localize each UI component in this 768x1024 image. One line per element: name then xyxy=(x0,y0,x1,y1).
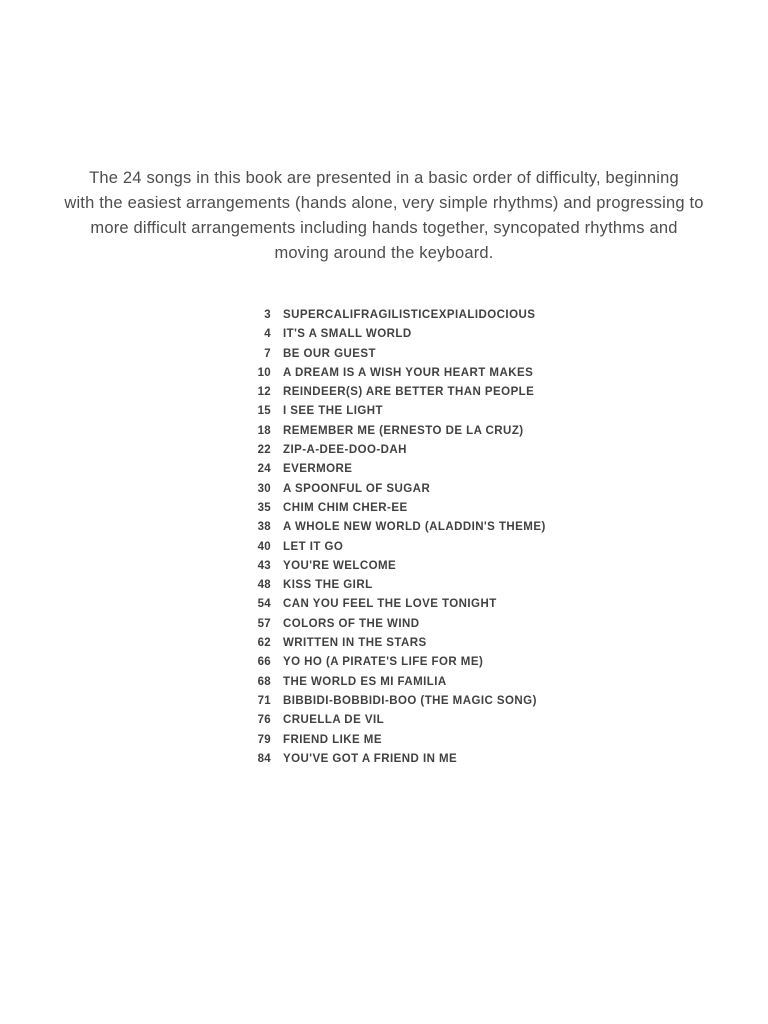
toc-page-number: 57 xyxy=(257,617,271,630)
toc-row xyxy=(250,364,546,383)
toc-song-title: REMEMBER ME (ERNESTO DE LA CRUZ) xyxy=(283,424,524,437)
toc-song-title: THE WORLD ES MI FAMILIA xyxy=(283,675,447,688)
toc-row xyxy=(250,576,546,595)
toc-row xyxy=(250,673,546,692)
toc-row xyxy=(250,480,546,499)
intro-line: with the easiest arrangements (hands alone, very simple rhythms) and progressing to xyxy=(64,194,704,212)
toc-song-title: BIBBIDI-BOBBIDI-BOO (THE MAGIC SONG) xyxy=(283,694,537,707)
toc-row xyxy=(250,306,546,325)
intro-line: more difficult arrangements including hands together, syncopated rhythms and xyxy=(90,219,678,237)
toc-page-number: 66 xyxy=(257,656,271,669)
toc-row xyxy=(250,750,546,769)
toc-song-title: A DREAM IS A WISH YOUR HEART MAKES xyxy=(283,366,534,379)
toc-row xyxy=(250,711,546,730)
toc-song-title: LET IT GO xyxy=(283,540,344,553)
toc-page-number: 4 xyxy=(264,328,271,341)
toc-song-title: SUPERCALIFRAGILISTICEXPIALIDOCIOUS xyxy=(283,309,536,321)
toc-song-title: WRITTEN IN THE STARS xyxy=(283,637,427,650)
toc-row xyxy=(250,538,546,557)
toc-page-number: 3 xyxy=(264,309,271,321)
toc-page-number: 43 xyxy=(257,559,271,572)
table-of-contents xyxy=(250,306,546,769)
toc-page-number: 18 xyxy=(257,424,271,437)
intro-paragraph xyxy=(0,166,768,266)
toc-page-number: 7 xyxy=(264,347,271,360)
toc-row xyxy=(250,518,546,537)
toc-row xyxy=(250,499,546,518)
toc-song-title: BE OUR GUEST xyxy=(283,347,376,360)
toc-song-title: A SPOONFUL OF SUGAR xyxy=(283,482,431,495)
toc-song-title: YOU'RE WELCOME xyxy=(283,559,397,572)
intro-line: moving around the keyboard. xyxy=(274,244,494,262)
toc-song-title: YOU'VE GOT A FRIEND IN ME xyxy=(283,752,458,765)
toc-page-number: 30 xyxy=(257,482,271,495)
toc-song-title: EVERMORE xyxy=(283,463,353,476)
toc-song-title: FRIEND LIKE ME xyxy=(283,733,382,746)
toc-row xyxy=(250,653,546,672)
toc-page-number: 22 xyxy=(257,444,271,457)
toc-row xyxy=(250,345,546,364)
toc-row xyxy=(250,383,546,402)
toc-song-title: CAN YOU FEEL THE LOVE TONIGHT xyxy=(283,598,497,611)
toc-page-number: 12 xyxy=(257,386,271,399)
toc-row xyxy=(250,402,546,421)
toc-row xyxy=(250,692,546,711)
toc-page-number: 35 xyxy=(257,501,271,514)
toc-page-number: 15 xyxy=(257,405,271,418)
toc-row xyxy=(250,441,546,460)
toc-page-number: 24 xyxy=(257,463,271,476)
toc-song-title: I SEE THE LIGHT xyxy=(283,405,384,418)
toc-page-number: 76 xyxy=(257,714,271,727)
toc-song-title: COLORS OF THE WIND xyxy=(283,617,420,630)
toc-song-title: IT'S A SMALL WORLD xyxy=(283,328,412,341)
toc-song-title: CRUELLA DE VIL xyxy=(283,714,385,727)
toc-row xyxy=(250,731,546,750)
toc-song-title: KISS THE GIRL xyxy=(283,579,373,592)
toc-row xyxy=(250,557,546,576)
toc-song-title: CHIM CHIM CHER-EE xyxy=(283,501,408,514)
toc-song-title: REINDEER(S) ARE BETTER THAN PEOPLE xyxy=(283,386,535,399)
toc-page-number: 38 xyxy=(257,521,271,534)
toc-song-title: YO HO (A PIRATE'S LIFE FOR ME) xyxy=(283,656,484,669)
toc-page-number: 10 xyxy=(257,366,271,379)
toc-row xyxy=(250,325,546,344)
toc-page-number: 71 xyxy=(257,694,271,707)
toc-row xyxy=(250,615,546,634)
toc-page-number: 68 xyxy=(257,675,271,688)
toc-row xyxy=(250,422,546,441)
toc-row xyxy=(250,460,546,479)
toc-page-number: 54 xyxy=(257,598,271,611)
toc-page-number: 84 xyxy=(257,752,271,765)
intro-line: The 24 songs in this book are presented in a basic order of difficulty, beginning xyxy=(89,169,679,187)
toc-page-number: 62 xyxy=(257,637,271,650)
toc-page-number: 40 xyxy=(257,540,271,553)
toc-page-number: 79 xyxy=(257,733,271,746)
toc-song-title: A WHOLE NEW WORLD (ALADDIN'S THEME) xyxy=(283,521,546,534)
toc-row xyxy=(250,595,546,614)
toc-row xyxy=(250,634,546,653)
toc-song-title: ZIP-A-DEE-DOO-DAH xyxy=(283,444,407,457)
toc-page-number: 48 xyxy=(257,579,271,592)
